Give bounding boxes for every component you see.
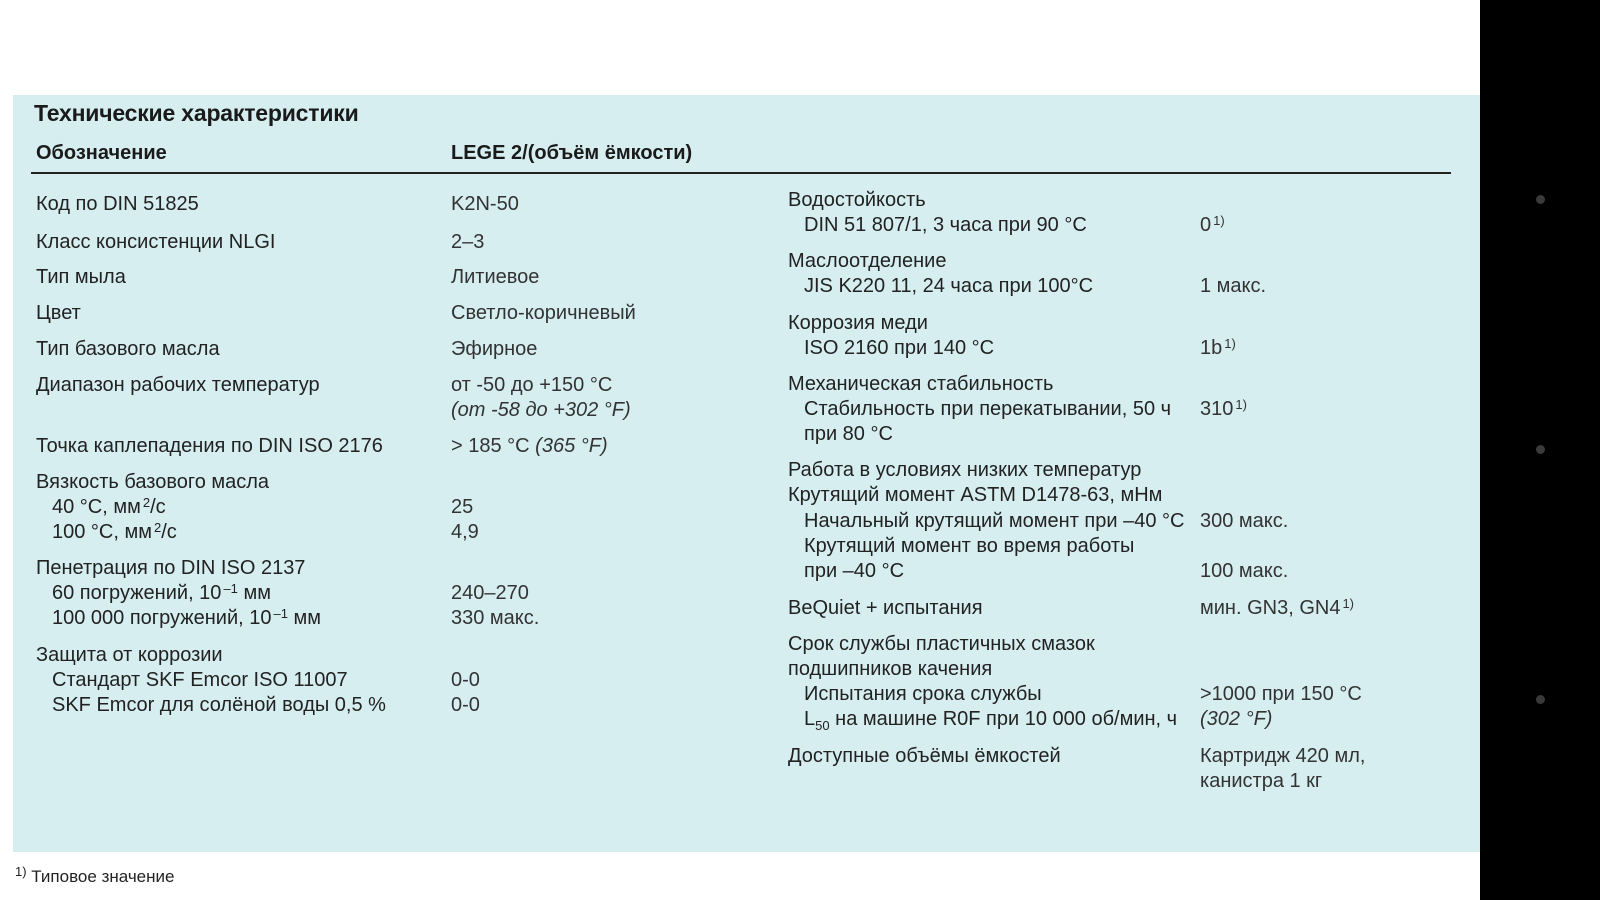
spec-label: BeQuiet + испытания: [788, 597, 983, 619]
spec-label: Код по DIN 51825: [36, 193, 199, 215]
spec-sub-label: $L_{50}$ на машине R0F при 10 000 об/мин, ч: [804, 708, 1178, 733]
spec-label: Пенетрация по DIN ISO 2137: [36, 557, 306, 579]
spec-value: 300 макс.: [1200, 510, 1289, 532]
spec-sub-label: 60 погружений, 10 $^{-1}$ мм: [52, 581, 271, 604]
spec-sub-label: SKF Emcor для солёной воды 0,5 %: [52, 694, 386, 716]
spec-sub-label: Стабильность при перекатывании, 50 ч: [804, 398, 1172, 420]
spec-value: 25: [451, 496, 474, 518]
spec-label: Вязкость базового масла: [36, 471, 270, 493]
spec-sub-label: Начальный крутящий момент при –40 °C: [804, 510, 1185, 532]
page-dot-1[interactable]: [1536, 195, 1545, 204]
spec-value: 4,9: [451, 521, 479, 543]
spec-value: 0-0: [451, 694, 480, 716]
spec-value: > 185 °C (365 °F): [451, 435, 608, 457]
spec-value: Светло-коричневый: [451, 302, 636, 324]
spec-sub-label: 100 000 погружений, 10 $^{-1}$ мм: [52, 606, 322, 629]
spec-value: Литиевое: [451, 266, 540, 288]
spec-label: Класс консистенции NLGI: [36, 231, 276, 253]
spec-value: Эфирное: [451, 338, 538, 360]
spec-label: Диапазон рабочих температур: [36, 374, 320, 396]
spec-value: 100 макс.: [1200, 560, 1289, 582]
spec-label: Коррозия меди: [788, 312, 928, 334]
header-label-col: Обозначение: [36, 142, 167, 164]
spec-sub-label: при –40 °C: [804, 560, 905, 582]
spec-sub-label: ISO 2160 при 140 °C: [804, 337, 995, 359]
spec-label: Тип мыла: [36, 266, 126, 288]
spec-label: Механическая стабильность: [788, 373, 1054, 395]
spec-value: 0-0: [451, 669, 480, 691]
spec-value: 310 $^{1)}$: [1200, 397, 1247, 420]
spec-label: Доступные объёмы ёмкостей: [788, 745, 1061, 767]
spec-sub-label: Стандарт SKF Emcor ISO 11007: [52, 669, 348, 691]
spec-sub-label: при 80 °C: [804, 423, 893, 445]
footnote: $^{1)}$ Типовое значение: [15, 864, 175, 886]
spec-value: мин. GN3, GN4 $^{1)}$: [1200, 596, 1355, 619]
spec-label: Точка каплепадения по DIN ISO 2176: [36, 435, 383, 457]
spec-value: >1000 при 150 °C: [1200, 683, 1362, 705]
spec-value: 2–3: [451, 231, 485, 253]
spec-label: Водостойкость: [788, 189, 926, 211]
page-dot-2[interactable]: [1536, 445, 1545, 454]
spec-label: Срок службы пластичных смазок: [788, 633, 1095, 655]
spec-value: 0 $^{1)}$: [1200, 213, 1225, 236]
spec-label: Маслоотделение: [788, 250, 947, 272]
spec-label: Крутящий момент ASTM D1478-63, мНм: [788, 484, 1163, 506]
spec-value: 240–270: [451, 582, 529, 604]
spec-value: от -50 до +150 °C: [451, 374, 613, 396]
header-value-col: LEGE 2/(объём ёмкости): [451, 142, 693, 164]
spec-value-f: (302 °F): [1200, 708, 1273, 730]
spec-value: 1 макс.: [1200, 275, 1267, 297]
spec-label: Работа в условиях низких температур: [788, 459, 1142, 481]
page-dot-3[interactable]: [1536, 695, 1545, 704]
spec-sub-label: 40 °C, мм $^2$/с: [52, 495, 166, 518]
spec-sub-label: Крутящий момент во время работы: [804, 535, 1135, 557]
page-title: Технические характеристики: [34, 100, 359, 126]
spec-value: Картридж 420 мл,: [1200, 745, 1366, 767]
spec-value: 1b $^{1)}$: [1200, 336, 1236, 359]
spec-label: Защита от коррозии: [36, 644, 223, 666]
spec-label: подшипников качения: [788, 658, 993, 680]
spec-value: канистра 1 кг: [1200, 770, 1323, 792]
header-rule: [31, 172, 1451, 174]
spec-value: 330 макс.: [451, 607, 540, 629]
spec-sub-label: DIN 51 807/1, 3 часа при 90 °C: [804, 214, 1087, 236]
spec-sub-label: 100 °C, мм $^2$/с: [52, 520, 177, 543]
spec-sub-label: JIS K220 11, 24 часа при 100°C: [804, 275, 1094, 297]
spec-label: Цвет: [36, 302, 81, 324]
spec-value: K2N-50: [451, 193, 519, 215]
spec-label: Тип базового масла: [36, 338, 220, 360]
spec-sub-label: Испытания срока службы: [804, 683, 1042, 705]
spec-value-f: (от -58 до +302 °F): [451, 399, 631, 421]
